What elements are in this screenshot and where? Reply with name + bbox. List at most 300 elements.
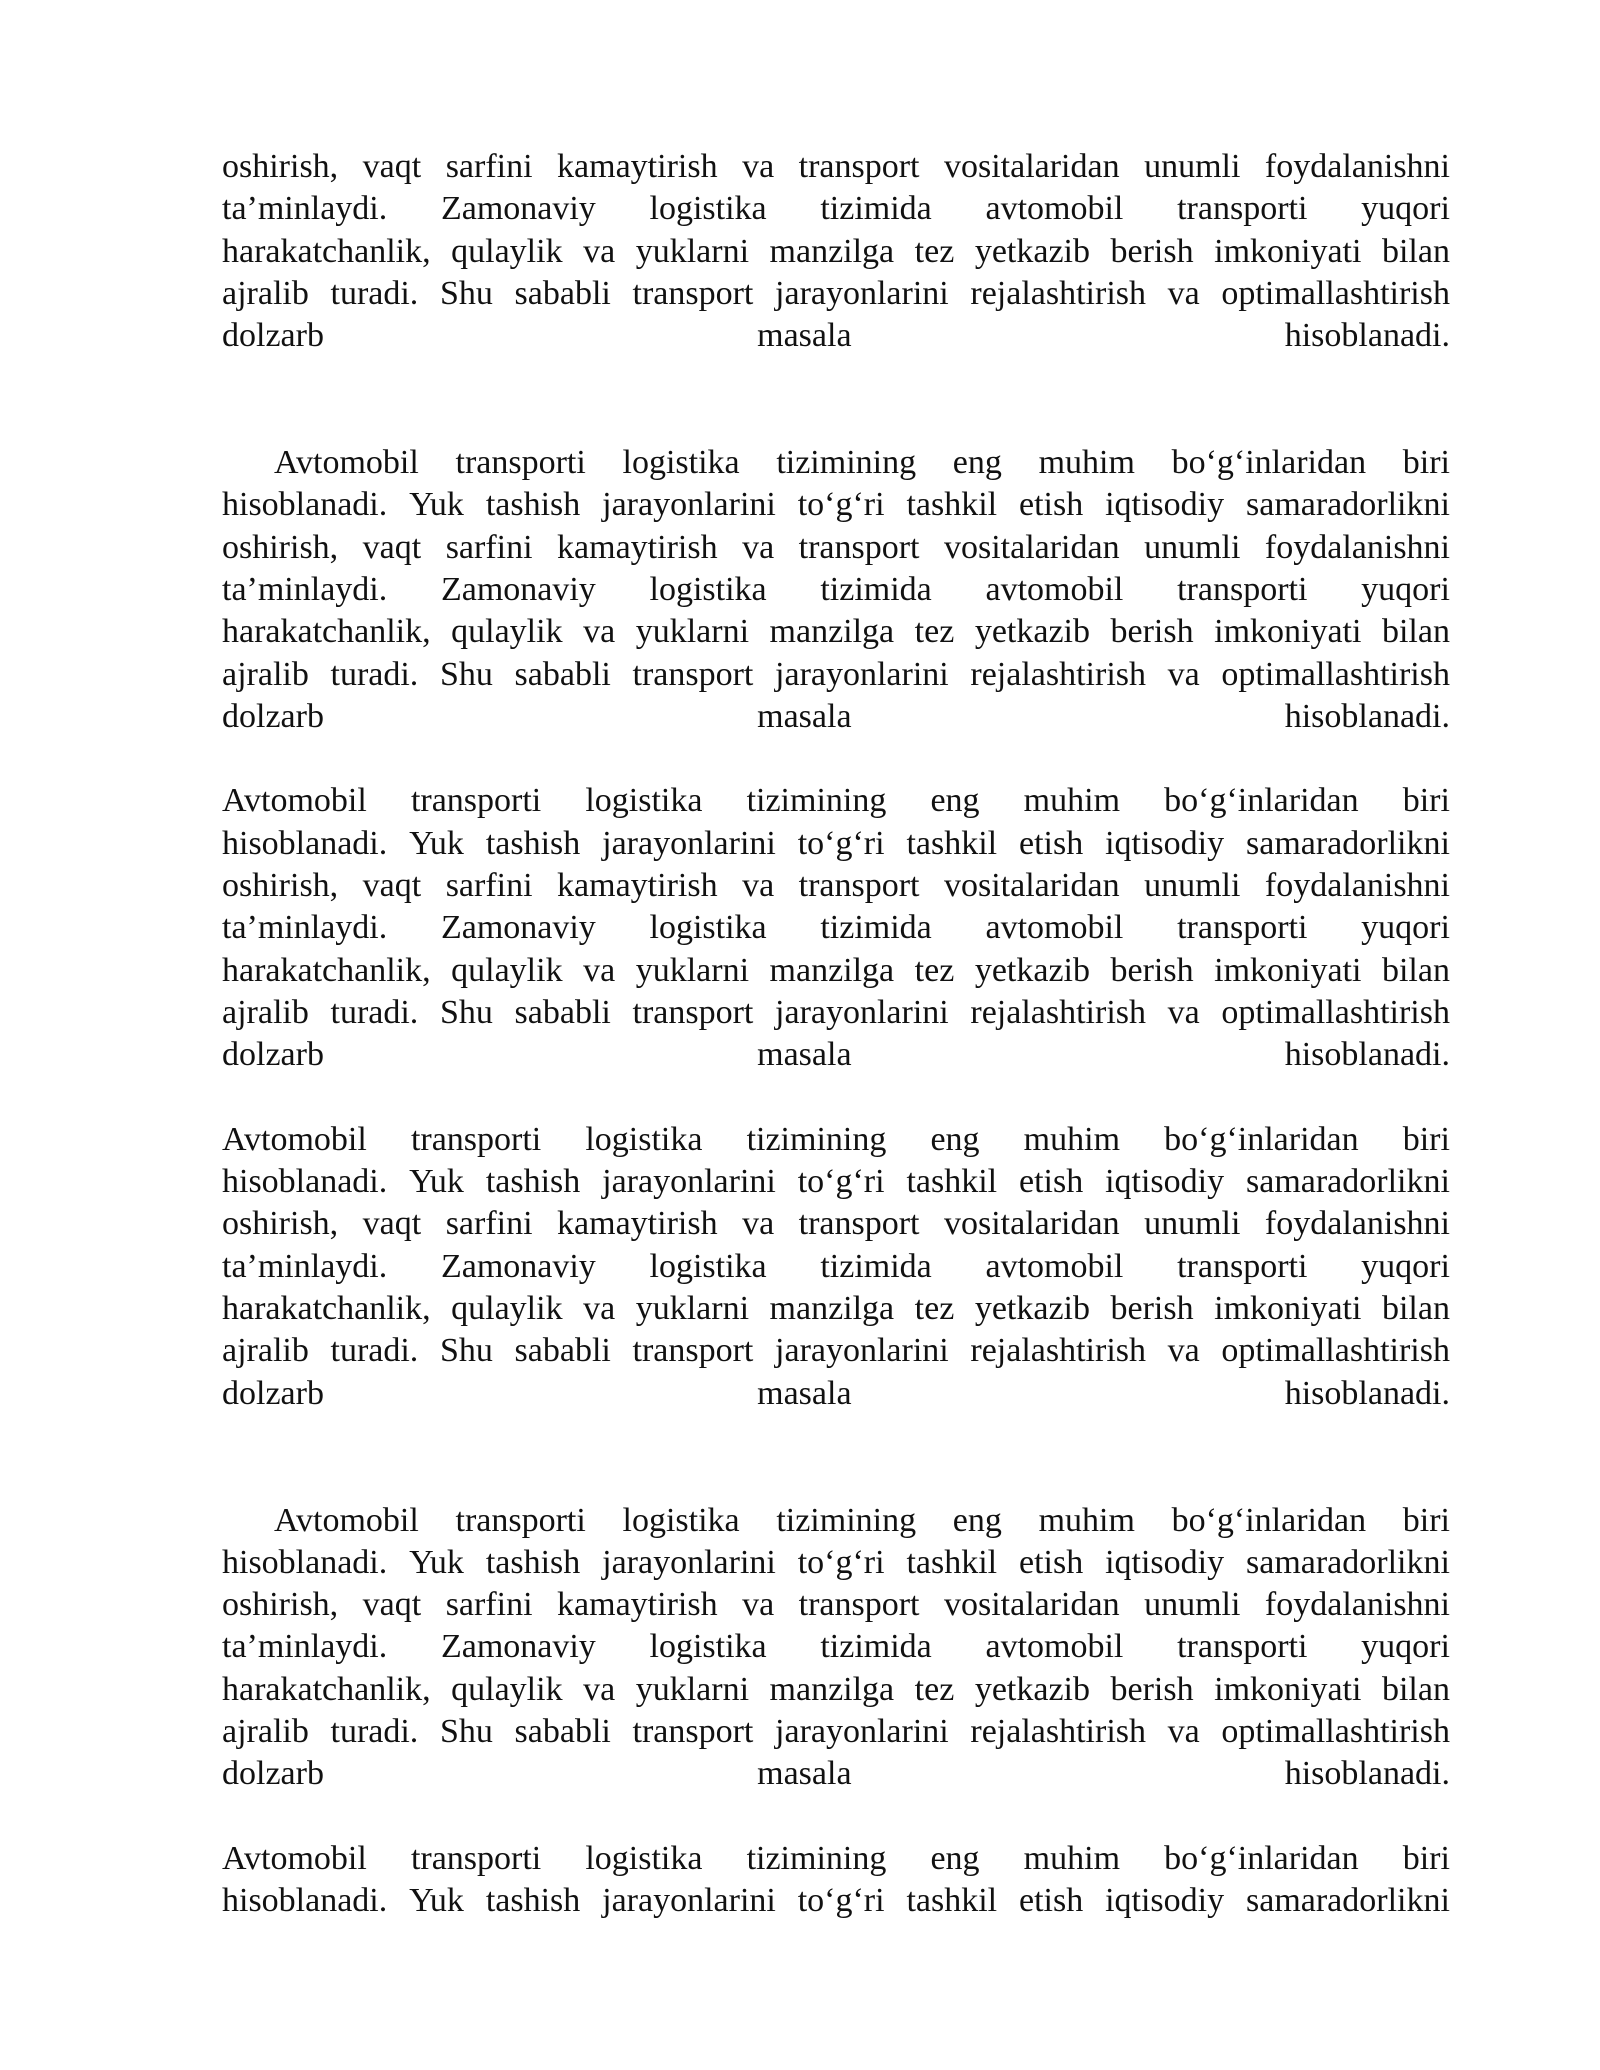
word: turadi. bbox=[330, 274, 419, 312]
word: transport bbox=[798, 867, 920, 905]
word: masala bbox=[757, 1755, 852, 1793]
word: Zamonaviy bbox=[440, 1247, 596, 1285]
word: logistika bbox=[649, 570, 767, 608]
word: etish bbox=[1019, 486, 1084, 524]
word: biri bbox=[1402, 1501, 1450, 1539]
word: foydalanishni bbox=[1264, 528, 1450, 566]
word: Shu bbox=[439, 1332, 493, 1370]
word: bilan bbox=[1381, 613, 1450, 651]
word: rejalashtirish bbox=[970, 1712, 1147, 1750]
word: va bbox=[1167, 1712, 1200, 1750]
word: Avtomobil bbox=[222, 1839, 367, 1877]
word: avtomobil bbox=[985, 909, 1124, 947]
document-page bbox=[222, 146, 1450, 1922]
word: va bbox=[1167, 993, 1200, 1031]
word: va bbox=[742, 1586, 775, 1624]
word: Shu bbox=[439, 655, 493, 693]
word: Zamonaviy bbox=[440, 909, 596, 947]
paragraph-5 bbox=[222, 1500, 1450, 1796]
word: vositalaridan bbox=[943, 528, 1120, 566]
text-line bbox=[222, 1246, 1450, 1288]
text-line bbox=[222, 611, 1450, 653]
word: jarayonlarini bbox=[602, 1882, 776, 1920]
word: bo‘g‘inlaridan bbox=[1171, 1501, 1367, 1539]
word: logistika bbox=[622, 1501, 740, 1539]
word: va bbox=[583, 951, 616, 989]
word: bilan bbox=[1381, 1670, 1450, 1708]
word: yuklarni bbox=[635, 951, 750, 989]
word: hisoblanadi. bbox=[222, 1163, 388, 1201]
word: imkoniyati bbox=[1214, 1290, 1362, 1328]
text-line bbox=[222, 1711, 1450, 1753]
word: optimallashtirish bbox=[1221, 274, 1450, 312]
word: oshirish, bbox=[222, 148, 339, 185]
word: Avtomobil bbox=[274, 1501, 419, 1539]
word: logistika bbox=[585, 1120, 703, 1158]
word: biri bbox=[1402, 1839, 1450, 1877]
word: samaradorlikni bbox=[1246, 1882, 1450, 1920]
word: transport bbox=[798, 1205, 920, 1243]
paragraph-2 bbox=[222, 442, 1450, 738]
paragraph-1 bbox=[222, 146, 1450, 357]
word: tizimining bbox=[746, 1839, 887, 1877]
word: sarfini bbox=[445, 528, 533, 566]
text-line bbox=[222, 1542, 1450, 1584]
word: masala bbox=[757, 1374, 852, 1412]
word: optimallashtirish bbox=[1221, 1712, 1450, 1750]
word: dolzarb bbox=[222, 1036, 324, 1074]
word: va bbox=[583, 1290, 616, 1328]
word: avtomobil bbox=[985, 570, 1124, 608]
paragraph-spacer bbox=[222, 357, 1450, 442]
word: jarayonlarini bbox=[775, 1332, 949, 1370]
word: hisoblanadi. bbox=[222, 1543, 388, 1581]
text-line bbox=[222, 823, 1450, 865]
word: Avtomobil bbox=[222, 782, 367, 820]
word: imkoniyati bbox=[1214, 232, 1362, 270]
word: masala bbox=[757, 317, 852, 355]
word: tashish bbox=[485, 486, 581, 524]
word: ta’minlaydi. bbox=[222, 909, 388, 947]
word: eng bbox=[952, 444, 1002, 482]
word: eng bbox=[930, 782, 980, 820]
word: turadi. bbox=[330, 993, 419, 1031]
word: tashish bbox=[485, 1882, 581, 1920]
word: hisoblanadi. bbox=[1284, 1755, 1450, 1793]
word: harakatchanlik, bbox=[222, 613, 431, 651]
word: jarayonlarini bbox=[602, 1163, 776, 1201]
word: tizimining bbox=[746, 782, 887, 820]
word: Yuk bbox=[409, 1163, 464, 1201]
word: muhim bbox=[1038, 1501, 1135, 1539]
word: muhim bbox=[1038, 444, 1135, 482]
word: tashish bbox=[485, 1163, 581, 1201]
word: foydalanishni bbox=[1264, 148, 1450, 185]
word: berish bbox=[1110, 613, 1194, 651]
word: oshirish, bbox=[222, 1205, 339, 1243]
word: hisoblanadi. bbox=[222, 486, 388, 524]
word: foydalanishni bbox=[1264, 1586, 1450, 1624]
word: tizimida bbox=[820, 909, 932, 947]
text-line bbox=[222, 992, 1450, 1034]
word: avtomobil bbox=[985, 190, 1124, 228]
text-line bbox=[222, 484, 1450, 526]
word: yuklarni bbox=[635, 613, 750, 651]
word: qulaylik bbox=[451, 613, 563, 651]
word: logistika bbox=[649, 190, 767, 228]
word: tashkil bbox=[906, 1163, 998, 1201]
word: va bbox=[742, 1205, 775, 1243]
word: tez bbox=[914, 232, 955, 270]
word: yuklarni bbox=[635, 1290, 750, 1328]
word: biri bbox=[1402, 444, 1450, 482]
paragraph-spacer bbox=[222, 1415, 1450, 1500]
word: logistika bbox=[649, 1247, 767, 1285]
word: unumli bbox=[1144, 1586, 1241, 1624]
text-line bbox=[222, 442, 1450, 484]
word: iqtisodiy bbox=[1105, 1163, 1225, 1201]
text-line bbox=[222, 1034, 1450, 1076]
word: yetkazib bbox=[974, 232, 1090, 270]
word: tashkil bbox=[906, 824, 998, 862]
paragraph-spacer bbox=[222, 1077, 1450, 1119]
word: transporti bbox=[1177, 1628, 1308, 1666]
word: imkoniyati bbox=[1214, 1670, 1362, 1708]
word: jarayonlarini bbox=[602, 486, 776, 524]
word: va bbox=[742, 148, 775, 185]
word: berish bbox=[1110, 1290, 1194, 1328]
text-line bbox=[222, 780, 1450, 822]
word: va bbox=[1167, 655, 1200, 693]
word: etish bbox=[1019, 824, 1084, 862]
word: va bbox=[742, 867, 775, 905]
word: sababli bbox=[514, 655, 611, 693]
word: tizimida bbox=[820, 1247, 932, 1285]
word: transport bbox=[798, 1586, 920, 1624]
text-line bbox=[222, 865, 1450, 907]
word: biri bbox=[1402, 1120, 1450, 1158]
word: transporti bbox=[410, 1839, 542, 1877]
word: jarayonlarini bbox=[775, 274, 949, 312]
word: ajralib bbox=[222, 655, 309, 693]
word: logistika bbox=[622, 444, 740, 482]
text-line bbox=[222, 1373, 1450, 1415]
word: berish bbox=[1110, 951, 1194, 989]
word: yetkazib bbox=[974, 1290, 1090, 1328]
text-line bbox=[222, 1288, 1450, 1330]
word: va bbox=[1167, 1332, 1200, 1370]
word: vaqt bbox=[362, 148, 422, 185]
word: va bbox=[1167, 274, 1200, 312]
word: oshirish, bbox=[222, 1586, 339, 1624]
word: unumli bbox=[1144, 148, 1241, 185]
word: avtomobil bbox=[985, 1628, 1124, 1666]
word: tez bbox=[914, 1670, 955, 1708]
word: ta’minlaydi. bbox=[222, 1628, 388, 1666]
word: bilan bbox=[1381, 951, 1450, 989]
text-line bbox=[222, 1880, 1450, 1922]
word: vositalaridan bbox=[943, 867, 1120, 905]
word: eng bbox=[930, 1839, 980, 1877]
word: tashkil bbox=[906, 1882, 998, 1920]
word: manzilga bbox=[769, 1290, 895, 1328]
word: samaradorlikni bbox=[1246, 1163, 1450, 1201]
word: yuqori bbox=[1361, 909, 1450, 947]
word: Avtomobil bbox=[222, 1120, 367, 1158]
word: transport bbox=[632, 1712, 754, 1750]
word: rejalashtirish bbox=[970, 1332, 1147, 1370]
word: tizimida bbox=[820, 1628, 932, 1666]
word: jarayonlarini bbox=[602, 824, 776, 862]
word: ajralib bbox=[222, 1712, 309, 1750]
word: rejalashtirish bbox=[970, 274, 1147, 312]
word: tez bbox=[914, 613, 955, 651]
word: ta’minlaydi. bbox=[222, 570, 388, 608]
word: to‘g‘ri bbox=[797, 1163, 885, 1201]
word: bilan bbox=[1381, 1290, 1450, 1328]
word: dolzarb bbox=[222, 697, 324, 735]
word: vositalaridan bbox=[943, 1205, 1120, 1243]
word: transporti bbox=[1177, 909, 1308, 947]
word: turadi. bbox=[330, 1712, 419, 1750]
word: vaqt bbox=[362, 528, 422, 566]
word: vositalaridan bbox=[943, 1586, 1120, 1624]
word: ta’minlaydi. bbox=[222, 1247, 388, 1285]
word: Yuk bbox=[409, 1543, 464, 1581]
word: Zamonaviy bbox=[440, 1628, 596, 1666]
word: tizimining bbox=[776, 1501, 917, 1539]
word: bo‘g‘inlaridan bbox=[1164, 782, 1359, 820]
word: tashish bbox=[485, 1543, 581, 1581]
text-line bbox=[222, 907, 1450, 949]
word: hisoblanadi. bbox=[222, 824, 388, 862]
word: logistika bbox=[585, 782, 703, 820]
word: tashish bbox=[485, 824, 581, 862]
word: bilan bbox=[1381, 232, 1450, 270]
text-line bbox=[222, 1203, 1450, 1245]
word: va bbox=[583, 613, 616, 651]
word: biri bbox=[1402, 782, 1450, 820]
word: logistika bbox=[649, 1628, 767, 1666]
text-line bbox=[222, 315, 1450, 357]
text-line bbox=[222, 569, 1450, 611]
word: transport bbox=[798, 528, 920, 566]
word: muhim bbox=[1023, 1120, 1121, 1158]
word: qulaylik bbox=[451, 232, 563, 270]
word: hisoblanadi. bbox=[1284, 697, 1450, 735]
paragraph-3 bbox=[222, 780, 1450, 1076]
text-line bbox=[222, 654, 1450, 696]
word: ajralib bbox=[222, 1332, 309, 1370]
word: rejalashtirish bbox=[970, 993, 1147, 1031]
text-line bbox=[222, 1119, 1450, 1161]
word: sababli bbox=[514, 993, 611, 1031]
word: yuklarni bbox=[635, 232, 750, 270]
word: Avtomobil bbox=[274, 444, 419, 482]
word: eng bbox=[952, 1501, 1002, 1539]
text-line bbox=[222, 1753, 1450, 1795]
word: hisoblanadi. bbox=[1284, 317, 1450, 355]
word: berish bbox=[1110, 232, 1194, 270]
word: vaqt bbox=[362, 867, 422, 905]
word: transporti bbox=[1177, 1247, 1308, 1285]
word: sarfini bbox=[445, 148, 533, 185]
word: vaqt bbox=[362, 1205, 422, 1243]
word: imkoniyati bbox=[1214, 613, 1362, 651]
word: iqtisodiy bbox=[1105, 1882, 1225, 1920]
word: avtomobil bbox=[985, 1247, 1124, 1285]
word: jarayonlarini bbox=[602, 1543, 776, 1581]
word: Shu bbox=[439, 274, 493, 312]
word: harakatchanlik, bbox=[222, 951, 431, 989]
word: yuqori bbox=[1361, 1628, 1450, 1666]
word: kamaytirish bbox=[557, 1205, 718, 1243]
word: berish bbox=[1110, 1670, 1194, 1708]
word: yetkazib bbox=[974, 613, 1090, 651]
word: jarayonlarini bbox=[775, 993, 949, 1031]
word: samaradorlikni bbox=[1246, 486, 1450, 524]
word: tez bbox=[914, 1290, 955, 1328]
word: oshirish, bbox=[222, 867, 339, 905]
word: harakatchanlik, bbox=[222, 1290, 431, 1328]
paragraph-spacer bbox=[222, 1796, 1450, 1838]
text-line bbox=[222, 273, 1450, 315]
word: bo‘g‘inlaridan bbox=[1164, 1120, 1359, 1158]
word: iqtisodiy bbox=[1105, 486, 1225, 524]
word: to‘g‘ri bbox=[797, 1882, 885, 1920]
word: sarfini bbox=[445, 1586, 533, 1624]
word: kamaytirish bbox=[557, 867, 718, 905]
word: foydalanishni bbox=[1264, 1205, 1450, 1243]
word: logistika bbox=[585, 1839, 703, 1877]
word: tizimida bbox=[820, 190, 932, 228]
word: Shu bbox=[439, 1712, 493, 1750]
word: va bbox=[583, 232, 616, 270]
word: qulaylik bbox=[451, 1290, 563, 1328]
word: bo‘g‘inlaridan bbox=[1164, 1839, 1359, 1877]
paragraph-4 bbox=[222, 1119, 1450, 1415]
word: to‘g‘ri bbox=[797, 1543, 885, 1581]
word: tizimining bbox=[776, 444, 917, 482]
word: yetkazib bbox=[974, 1670, 1090, 1708]
word: hisoblanadi. bbox=[1284, 1374, 1450, 1412]
word: sarfini bbox=[445, 1205, 533, 1243]
word: manzilga bbox=[769, 951, 895, 989]
word: ajralib bbox=[222, 993, 309, 1031]
text-line bbox=[222, 1838, 1450, 1880]
word: qulaylik bbox=[451, 951, 563, 989]
word: yuqori bbox=[1361, 570, 1450, 608]
paragraph-spacer bbox=[222, 738, 1450, 780]
word: sababli bbox=[514, 274, 611, 312]
word: tashkil bbox=[906, 1543, 998, 1581]
word: transporti bbox=[410, 782, 542, 820]
word: Yuk bbox=[409, 1882, 464, 1920]
word: tez bbox=[914, 951, 955, 989]
text-line bbox=[222, 1330, 1450, 1372]
word: muhim bbox=[1023, 1839, 1121, 1877]
word: samaradorlikni bbox=[1246, 1543, 1450, 1581]
word: sababli bbox=[514, 1332, 611, 1370]
word: unumli bbox=[1144, 528, 1241, 566]
word: transporti bbox=[1177, 190, 1308, 228]
text-line bbox=[222, 188, 1450, 230]
text-line bbox=[222, 1584, 1450, 1626]
word: yuqori bbox=[1361, 190, 1450, 228]
word: Yuk bbox=[409, 486, 464, 524]
word: turadi. bbox=[330, 655, 419, 693]
word: samaradorlikni bbox=[1246, 824, 1450, 862]
word: masala bbox=[757, 697, 852, 735]
word: Shu bbox=[439, 993, 493, 1031]
word: logistika bbox=[649, 909, 767, 947]
word: manzilga bbox=[769, 1670, 895, 1708]
word: transporti bbox=[410, 1120, 542, 1158]
word: transport bbox=[632, 1332, 754, 1370]
word: turadi. bbox=[330, 1332, 419, 1370]
word: jarayonlarini bbox=[775, 655, 949, 693]
text-line bbox=[222, 1161, 1450, 1203]
word: Zamonaviy bbox=[440, 570, 596, 608]
word: tashkil bbox=[906, 486, 998, 524]
word: unumli bbox=[1144, 867, 1241, 905]
word: masala bbox=[757, 1036, 852, 1074]
word: dolzarb bbox=[222, 1374, 324, 1412]
word: qulaylik bbox=[451, 1670, 563, 1708]
paragraph-6 bbox=[222, 1838, 1450, 1923]
word: va bbox=[742, 528, 775, 566]
word: yuqori bbox=[1361, 1247, 1450, 1285]
word: transport bbox=[798, 148, 920, 185]
word: bo‘g‘inlaridan bbox=[1171, 444, 1367, 482]
word: vositalaridan bbox=[943, 148, 1120, 185]
word: sababli bbox=[514, 1712, 611, 1750]
text-line bbox=[222, 231, 1450, 273]
word: dolzarb bbox=[222, 317, 324, 355]
word: transport bbox=[632, 274, 754, 312]
word: hisoblanadi. bbox=[222, 1882, 388, 1920]
text-line bbox=[222, 1626, 1450, 1668]
word: transport bbox=[632, 655, 754, 693]
word: vaqt bbox=[362, 1586, 422, 1624]
word: transporti bbox=[455, 1501, 586, 1539]
word: iqtisodiy bbox=[1105, 1543, 1225, 1581]
word: optimallashtirish bbox=[1221, 655, 1450, 693]
text-line bbox=[222, 527, 1450, 569]
word: transport bbox=[632, 993, 754, 1031]
word: kamaytirish bbox=[557, 528, 718, 566]
word: va bbox=[583, 1670, 616, 1708]
word: iqtisodiy bbox=[1105, 824, 1225, 862]
word: harakatchanlik, bbox=[222, 1670, 431, 1708]
word: tizimining bbox=[746, 1120, 887, 1158]
word: manzilga bbox=[769, 613, 895, 651]
word: sarfini bbox=[445, 867, 533, 905]
word: muhim bbox=[1023, 782, 1121, 820]
word: to‘g‘ri bbox=[797, 486, 885, 524]
word: to‘g‘ri bbox=[797, 824, 885, 862]
word: transporti bbox=[1177, 570, 1308, 608]
text-line bbox=[222, 1669, 1450, 1711]
word: Yuk bbox=[409, 824, 464, 862]
word: eng bbox=[930, 1120, 980, 1158]
word: rejalashtirish bbox=[970, 655, 1147, 693]
text-line bbox=[222, 950, 1450, 992]
word: kamaytirish bbox=[557, 1586, 718, 1624]
word: etish bbox=[1019, 1163, 1084, 1201]
word: Zamonaviy bbox=[440, 190, 596, 228]
word: harakatchanlik, bbox=[222, 232, 431, 270]
